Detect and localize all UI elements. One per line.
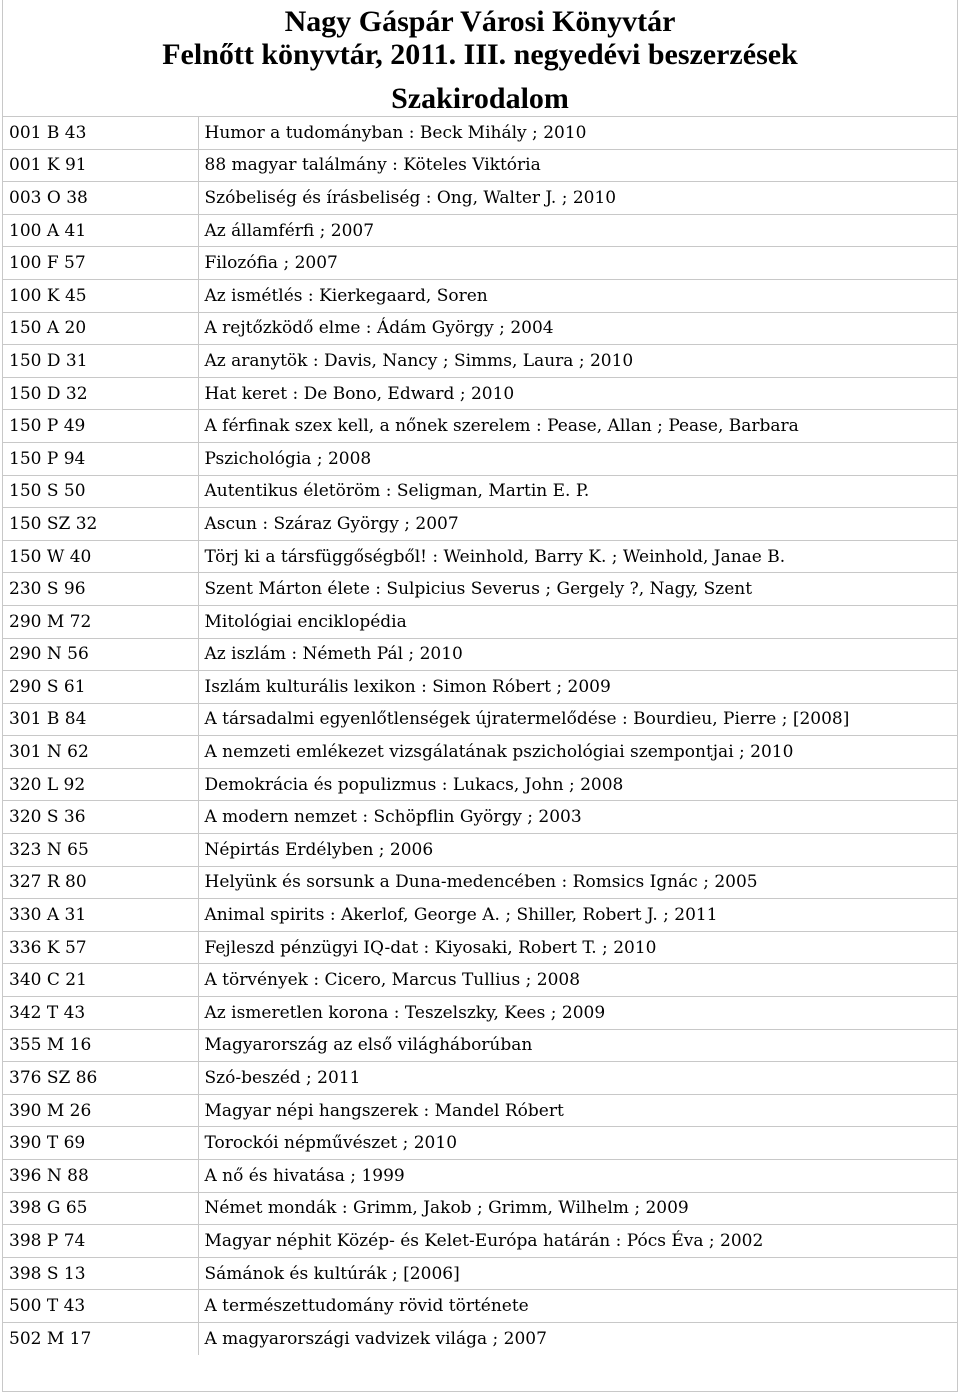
table-row	[3, 214, 957, 247]
library-name: Nagy Gáspár Városi Könyvtár	[284, 5, 676, 38]
book-title: 88 magyar találmány : Köteles Viktória	[198, 149, 957, 182]
call-number: 100 F 57	[3, 247, 198, 280]
table-row	[3, 1029, 957, 1062]
table-row	[3, 866, 957, 899]
book-title: A rejtőzködő elme : Ádám György ; 2004	[198, 312, 957, 345]
call-number: 150 A 20	[3, 312, 198, 345]
table-row	[3, 182, 957, 215]
table-row	[3, 1290, 957, 1323]
book-title: Az iszlám : Németh Pál ; 2010	[198, 638, 957, 671]
call-number: 003 O 38	[3, 182, 198, 215]
book-title: Az ismétlés : Kierkegaard, Soren	[198, 279, 957, 312]
table-row	[3, 1225, 957, 1258]
table-row	[3, 997, 957, 1030]
table-row	[3, 638, 957, 671]
book-title: Hat keret : De Bono, Edward ; 2010	[198, 377, 957, 410]
acquisitions-table-body	[3, 117, 957, 1356]
table-row	[3, 931, 957, 964]
call-number: 150 P 49	[3, 410, 198, 443]
table-row	[3, 442, 957, 475]
call-number: 150 D 32	[3, 377, 198, 410]
book-title: A természettudomány rövid története	[198, 1290, 957, 1323]
book-title: Az ismeretlen korona : Teszelszky, Kees ; 2009	[198, 997, 957, 1030]
table-row	[3, 736, 957, 769]
table-row	[3, 899, 957, 932]
book-title: Az államférfi ; 2007	[198, 214, 957, 247]
call-number: 100 K 45	[3, 279, 198, 312]
table-row	[3, 605, 957, 638]
book-title: Szent Márton élete : Sulpicius Severus ; Gergely ?, Nagy, Szent	[198, 573, 957, 606]
table-row	[3, 1062, 957, 1095]
table-row	[3, 377, 957, 410]
section-heading: Szakirodalom	[391, 82, 569, 115]
table-row	[3, 279, 957, 312]
call-number: 330 A 31	[3, 899, 198, 932]
table-row	[3, 345, 957, 378]
call-number: 355 M 16	[3, 1029, 198, 1062]
book-title: A nemzeti emlékezet vizsgálatának pszichológiai szempontjai ; 2010	[198, 736, 957, 769]
table-row	[3, 1322, 957, 1355]
book-title: Autentikus életöröm : Seligman, Martin E. P.	[198, 475, 957, 508]
book-title: Demokrácia és populizmus : Lukacs, John ; 2008	[198, 768, 957, 801]
table-row	[3, 149, 957, 182]
book-title: Iszlám kulturális lexikon : Simon Róbert ; 2009	[198, 671, 957, 704]
table-row	[3, 117, 957, 150]
call-number: 398 G 65	[3, 1192, 198, 1225]
book-title: A modern nemzet : Schöpflin György ; 2003	[198, 801, 957, 834]
book-title: Animal spirits : Akerlof, George A. ; Shiller, Robert J. ; 2011	[198, 899, 957, 932]
table-row	[3, 573, 957, 606]
call-number: 290 N 56	[3, 638, 198, 671]
table-row	[3, 1127, 957, 1160]
call-number: 150 W 40	[3, 540, 198, 573]
call-number: 001 K 91	[3, 149, 198, 182]
call-number: 327 R 80	[3, 866, 198, 899]
call-number: 390 T 69	[3, 1127, 198, 1160]
call-number: 502 M 17	[3, 1322, 198, 1355]
book-title: Törj ki a társfüggőségből! : Weinhold, Barry K. ; Weinhold, Janae B.	[198, 540, 957, 573]
table-row	[3, 540, 957, 573]
book-title: Humor a tudományban : Beck Mihály ; 2010	[198, 117, 957, 150]
call-number: 150 P 94	[3, 442, 198, 475]
book-title: Mitológiai enciklopédia	[198, 605, 957, 638]
book-title: Pszichológia ; 2008	[198, 442, 957, 475]
table-row	[3, 801, 957, 834]
book-title: Népirtás Erdélyben ; 2006	[198, 834, 957, 867]
call-number: 290 S 61	[3, 671, 198, 704]
book-title: A magyarországi vadvizek világa ; 2007	[198, 1322, 957, 1355]
table-row	[3, 1257, 957, 1290]
list-title: Felnőtt könyvtár, 2011. III. negyedévi beszerzések	[162, 38, 798, 71]
document-header	[3, 0, 957, 116]
call-number: 150 SZ 32	[3, 508, 198, 541]
book-title: Helyünk és sorsunk a Duna-medencében : Romsics Ignác ; 2005	[198, 866, 957, 899]
book-title: Filozófia ; 2007	[198, 247, 957, 280]
call-number: 342 T 43	[3, 997, 198, 1030]
book-title: Fejleszd pénzügyi IQ-dat : Kiyosaki, Robert T. ; 2010	[198, 931, 957, 964]
table-row	[3, 834, 957, 867]
call-number: 150 S 50	[3, 475, 198, 508]
call-number: 398 P 74	[3, 1225, 198, 1258]
table-row	[3, 703, 957, 736]
document-page	[2, 0, 958, 1392]
call-number: 390 M 26	[3, 1094, 198, 1127]
call-number: 396 N 88	[3, 1160, 198, 1193]
book-title: Német mondák : Grimm, Jakob ; Grimm, Wilhelm ; 2009	[198, 1192, 957, 1225]
call-number: 323 N 65	[3, 834, 198, 867]
table-row	[3, 508, 957, 541]
book-title: A társadalmi egyenlőtlenségek újratermelődése : Bourdieu, Pierre ; [2008]	[198, 703, 957, 736]
call-number: 290 M 72	[3, 605, 198, 638]
book-title: Magyar néphit Közép- és Kelet-Európa határán : Pócs Éva ; 2002	[198, 1225, 957, 1258]
table-row	[3, 768, 957, 801]
book-title: Szóbeliség és írásbeliség : Ong, Walter J. ; 2010	[198, 182, 957, 215]
call-number: 320 S 36	[3, 801, 198, 834]
table-row	[3, 671, 957, 704]
book-title: Ascun : Száraz György ; 2007	[198, 508, 957, 541]
call-number: 150 D 31	[3, 345, 198, 378]
acquisitions-table	[3, 116, 957, 1355]
call-number: 320 L 92	[3, 768, 198, 801]
book-title: A nő és hivatása ; 1999	[198, 1160, 957, 1193]
call-number: 301 N 62	[3, 736, 198, 769]
book-title: Magyarország az első világháborúban	[198, 1029, 957, 1062]
table-row	[3, 1192, 957, 1225]
table-row	[3, 1094, 957, 1127]
call-number: 376 SZ 86	[3, 1062, 198, 1095]
call-number: 001 B 43	[3, 117, 198, 150]
call-number: 100 A 41	[3, 214, 198, 247]
call-number: 301 B 84	[3, 703, 198, 736]
book-title: Az aranytök : Davis, Nancy ; Simms, Laura ; 2010	[198, 345, 957, 378]
book-title: Torockói népművészet ; 2010	[198, 1127, 957, 1160]
table-row	[3, 410, 957, 443]
table-row	[3, 1160, 957, 1193]
call-number: 398 S 13	[3, 1257, 198, 1290]
call-number: 230 S 96	[3, 573, 198, 606]
table-row	[3, 475, 957, 508]
book-title: A törvények : Cicero, Marcus Tullius ; 2008	[198, 964, 957, 997]
table-row	[3, 247, 957, 280]
table-row	[3, 312, 957, 345]
call-number: 500 T 43	[3, 1290, 198, 1323]
call-number: 340 C 21	[3, 964, 198, 997]
book-title: Magyar népi hangszerek : Mandel Róbert	[198, 1094, 957, 1127]
call-number: 336 K 57	[3, 931, 198, 964]
book-title: Szó-beszéd ; 2011	[198, 1062, 957, 1095]
book-title: Sámánok és kultúrák ; [2006]	[198, 1257, 957, 1290]
book-title: A férfinak szex kell, a nőnek szerelem : Pease, Allan ; Pease, Barbara	[198, 410, 957, 443]
table-row	[3, 964, 957, 997]
